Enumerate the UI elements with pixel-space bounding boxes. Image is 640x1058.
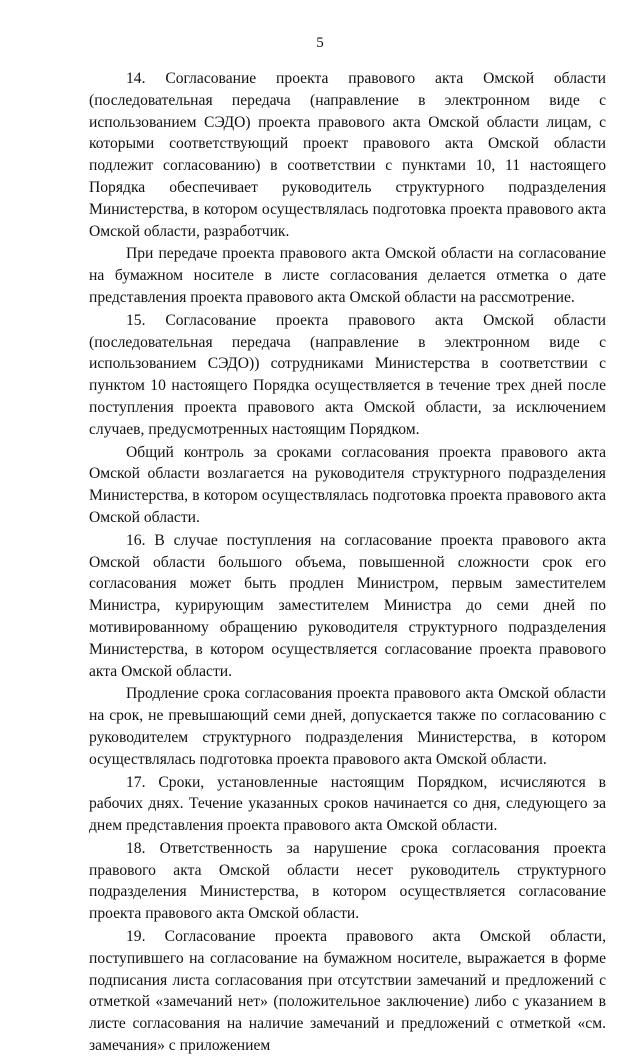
page-number: 5 [316,35,324,51]
paragraph-17: 17. Сроки, установленные настоящим Порядком, исчисляются в рабочих днях. Течение указанных сроков начинается со дня, следующего за днем представления проекта правового акта Омской области. [89,773,606,835]
paragraph-14-paper-note: При передаче проекта правового акта Омской области на согласование на бумажном носителе в листе согласования делается отметка о дате представления проекта правового акта Омской области на рассмотрение. [89,245,606,306]
paragraph-18: 18. Ответственность за нарушение срока согласования проекта правового акта Омской области несет руководитель структурного подразделения Министерства, в котором осуществляется согласование проекта правового акта Омской области. [89,839,606,923]
document-body [89,68,606,1058]
paragraph-15-control: Общий контроль за сроками согласования проекта правового акта Омской области возлагается на руководителя структурного подразделения Министерства, в котором осуществлялась подготовка проекта правового акта Омской области. [89,443,606,526]
paragraph-14: 14. Согласование проекта правового акта Омской области (последовательная передача (направление в электронном виде с использованием СЭДО) проекта правового акта Омской области лицам, с которыми соответствующий проект правового акта Омской области подлежит согласованию) в соответствии с пунктами 10, 11 настоящего Порядка обеспечивает руководитель структурного подразделения Министерства, в котором осуществлялась подготовка проекта правового акта Омской области, разработчик. [89,70,606,240]
paragraph-19: 19. Согласование проекта правового акта Омской области, поступившего на согласование на бумажном носителе, выражается в форме подписания листа согласования при отсутствии замечаний и предложений с отметкой «замечаний нет» (положительное заключение) либо с указанием в листе согласования на наличие замечаний и предложений с отметкой «см. замечания» с приложением [89,928,606,1055]
paragraph-16: 16. В случае поступления на согласование проекта правового акта Омской области большого объема, повышенной сложности срок его согласования может быть продлен Министром, первым заместителем Министра, курирующим заместителем Министра до семи дней по мотивированному обращению руководителя структурного подразделения Министерства, в котором осуществляется согласование проекта правового акта Омской области. [89,531,606,680]
paragraph-16-extension: Продление срока согласования проекта правового акта Омской области на срок, не превышающий семи дней, допускается также по согласованию с руководителем структурного подразделения Министерства, в котором осуществлялась подготовка проекта правового акта Омской области. [89,685,606,768]
paragraph-15: 15. Согласование проекта правового акта Омской области (последовательная передача (направление в электронном виде с использованием СЭДО)) сотрудниками Министерства в соответствии с пунктом 10 настоящего Порядка осуществляется в течение трех дней после поступления проекта правового акта Омской области, за исключением случаев, предусмотренных настоящим Порядком. [89,311,606,438]
